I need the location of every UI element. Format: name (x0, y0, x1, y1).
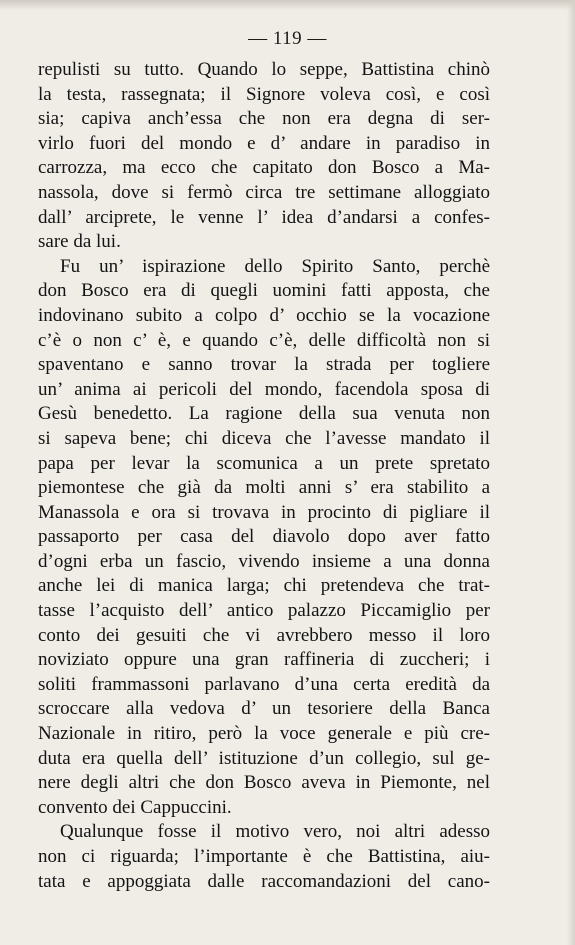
text-line: la testa, rassegnata; il Signore voleva così, e così (38, 83, 490, 105)
text-line: nere degli altri che don Bosco aveva in Piemonte, nel (38, 772, 490, 794)
body-text (38, 58, 490, 894)
text-line: dall’ arciprete, le venne l’ idea d’andarsi a confes- (38, 206, 490, 228)
paragraph-2 (38, 255, 490, 821)
text-line: non ci riguarda; l’importante è che Battistina, aiu- (38, 846, 490, 867)
page-right-shadow (567, 0, 575, 945)
text-line: spaventano e sanno trovar la strada per togliere (38, 354, 490, 376)
text-line: nassola, dove si fermò circa tre settimane alloggiato (38, 181, 490, 203)
text-line: un’ anima ai pericoli del mondo, facendola sposa di (38, 378, 490, 400)
text-line: duta era quella dell’ istituzione d’un collegio, sul ge- (38, 747, 490, 769)
page-top-shadow (0, 0, 575, 10)
text-line: Qualunque fosse il motivo vero, noi altri adesso (60, 821, 490, 843)
text-line: Manassola e ora si trovava in procinto di pigliare il (38, 501, 490, 523)
text-line: Gesù benedetto. La ragione della sua venuta non (38, 403, 490, 425)
text-line: repulisti su tutto. Quando lo seppe, Battistina chinò (38, 59, 490, 80)
text-line: si sapeva bene; chi diceva che l’avesse mandato il (38, 427, 490, 449)
page-number: — 119 — (248, 28, 327, 49)
paragraph-3 (38, 820, 490, 894)
text-line: sare da lui. (38, 231, 121, 253)
text-line: anche lei di manica larga; chi pretendeva che trat- (38, 575, 490, 597)
text-line: piemontese che già da molti anni s’ era stabilito a (38, 477, 490, 499)
text-line: noviziato oppure una gran raffineria di zuccheri; i (38, 649, 490, 671)
text-line: tata e appoggiata dalle raccomandazioni del cano- (38, 870, 490, 892)
text-line: scroccare alla vedova d’ un tesoriere della Banca (38, 698, 490, 720)
text-line: indovinano subito a colpo d’ occhio se la vocazione (38, 304, 490, 326)
paragraph-1 (38, 58, 490, 255)
text-line: soliti frammassoni parlavano d’una certa eredità da (38, 673, 490, 695)
text-line: sia; capiva anch’essa che non era degna di ser- (38, 108, 490, 130)
text-line: Fu un’ ispirazione dello Spirito Santo, perchè (60, 255, 490, 277)
text-line: tasse l’acquisto dell’ antico palazzo Piccamiglio per (38, 600, 490, 622)
text-line: don Bosco era di quegli uomini fatti apposta, che (38, 280, 490, 302)
text-line: c’è o non c’ è, e quando c’è, delle difficoltà non si (38, 329, 490, 351)
text-line: papa per levar la scomunica a un prete spretato (38, 452, 490, 474)
text-line: carrozza, ma ecco che capitato don Bosco a Ma- (38, 157, 490, 179)
text-line: passaporto per casa del diavolo dopo aver fatto (38, 526, 490, 548)
text-line: conto dei gesuiti che vi avrebbero messo il loro (38, 624, 490, 646)
text-line: convento dei Cappuccini. (38, 796, 232, 818)
text-line: virlo fuori del mondo e d’ andare in paradiso in (38, 132, 490, 154)
text-line: Nazionale in ritiro, però la voce generale e più cre- (38, 723, 490, 745)
text-line: d’ogni erba un fascio, vivendo insieme a una donna (38, 550, 490, 572)
